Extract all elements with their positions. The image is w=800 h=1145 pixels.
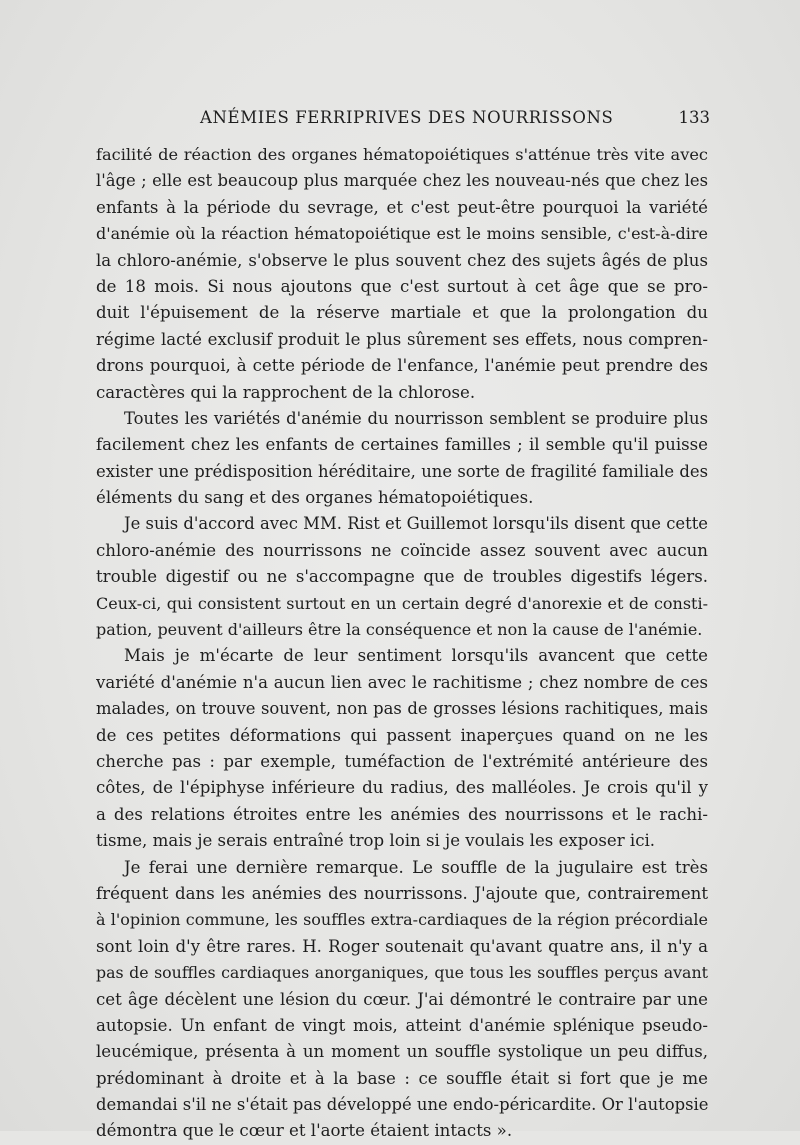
text-line: Toutes les variétés d'anémie du nourrisson semblent se produire plus: [124, 408, 708, 428]
text-line: enfants à la période du sevrage, et c'est peut-être pourquoi la variété: [96, 197, 708, 217]
text-line: Mais je m'écarte de leur sentiment lorsqu'ils avancent que cette: [124, 646, 708, 666]
body-text: [96, 142, 708, 1145]
text-line: d'anémie où la réaction hématopoiétique est le moins sensible, c'est-à-dire: [96, 224, 708, 244]
text-line: a des relations étroites entre les anémies des nourrissons et le rachi-: [96, 804, 708, 824]
text-line: sont loin d'y être rares. H. Roger soutenait qu'avant quatre ans, il n'y a: [96, 936, 708, 956]
text-line: l'âge ; elle est beaucoup plus marquée chez les nouveau-nés que chez les: [96, 171, 708, 191]
text-line: pas de souffles cardiaques anorganiques, que tous les souffles perçus avant: [96, 963, 708, 983]
text-line: côtes, de l'épiphyse inférieure du radius, des malléoles. Je crois qu'il y: [96, 778, 708, 798]
text-line: éléments du sang et des organes hématopoiétiques.: [96, 488, 534, 508]
text-line: démontra que le cœur et l'aorte étaient intacts ».: [96, 1121, 513, 1141]
running-head: ANÉMIES FERRIPRIVES DES NOURRISSONS: [200, 108, 614, 127]
text-line: régime lacté exclusif produit le plus sûrement ses effets, nous compren-: [96, 329, 708, 349]
text-line: cet âge décèlent une lésion du cœur. J'ai démontré le contraire par une: [96, 989, 708, 1009]
text-line: la chloro-anémie, s'observe le plus souvent chez des sujets âgés de plus: [96, 250, 708, 270]
text-line: facilement chez les enfants de certaines familles ; il semble qu'il puisse: [96, 435, 708, 455]
text-line: prédominant à droite et à la base : ce souffle était si fort que je me: [96, 1068, 708, 1088]
text-line: à l'opinion commune, les souffles extra-cardiaques de la région précordiale: [96, 910, 708, 930]
text-line: chloro-anémie des nourrissons ne coïncide assez souvent avec aucun: [96, 540, 708, 560]
text-line: fréquent dans les anémies des nourrissons. J'ajoute que, contrairement: [96, 883, 708, 903]
text-line: demandai s'il ne s'était pas développé une endo-péricardite. Or l'autopsie: [96, 1095, 708, 1115]
text-line: de 18 mois. Si nous ajoutons que c'est surtout à cet âge que se pro-: [96, 276, 708, 296]
text-line: facilité de réaction des organes hématopoiétiques s'atténue très vite avec: [96, 145, 708, 164]
text-line: exister une prédisposition héréditaire, une sorte de fragilité familiale des: [96, 461, 708, 481]
text-line: autopsie. Un enfant de vingt mois, atteint d'anémie splénique pseudo-: [96, 1015, 708, 1035]
text-line: Ceux-ci, qui consistent surtout en un certain degré d'anorexie et de consti-: [96, 593, 708, 613]
text-line: variété d'anémie n'a aucun lien avec le rachitisme ; chez nombre de ces: [96, 672, 708, 692]
text-line: trouble digestif ou ne s'accompagne que de troubles digestifs légers.: [96, 567, 708, 587]
text-line: tisme, mais je serais entraîné trop loin si je voulais les exposer ici.: [96, 831, 656, 851]
page-header: [200, 104, 720, 132]
text-line: malades, on trouve souvent, non pas de grosses lésions rachitiques, mais: [96, 699, 708, 719]
text-line: duit l'épuisement de la réserve martiale et que la prolongation du: [96, 303, 708, 323]
text-line: drons pourquoi, à cette période de l'enfance, l'anémie peut prendre des: [96, 356, 708, 376]
text-line: de ces petites déformations qui passent inaperçues quand on ne les: [96, 725, 708, 745]
text-line: caractères qui la rapprochent de la chlorose.: [96, 382, 476, 402]
text-line: leucémique, présenta à un moment un souffle systolique un peu diffus,: [96, 1042, 708, 1062]
text-line: Je suis d'accord avec MM. Rist et Guillemot lorsqu'ils disent que cette: [124, 514, 708, 534]
text-line: cherche pas : par exemple, tuméfaction de l'extrémité antérieure des: [96, 751, 708, 771]
text-line: pation, peuvent d'ailleurs être la conséquence et non la cause de l'anémie.: [96, 620, 703, 640]
page-number: 133: [678, 108, 710, 127]
text-line: Je ferai une dernière remarque. Le souffle de la jugulaire est très: [124, 857, 708, 877]
